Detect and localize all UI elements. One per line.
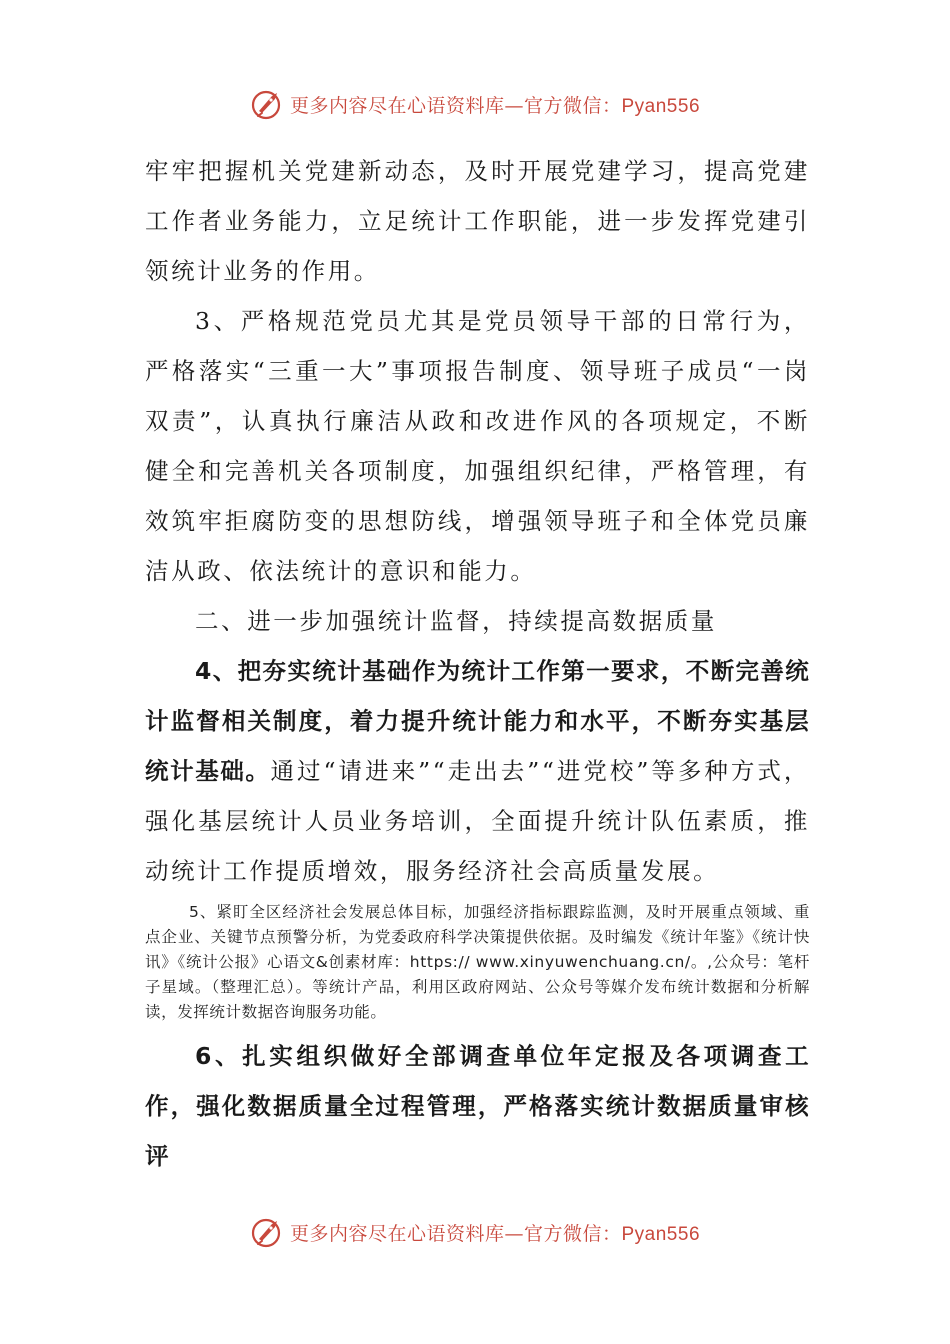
paragraph-item-5: 5、紧盯全区经济社会发展总体目标，加强经济指标跟踪监测，及时开展重点领域、重点企业、关键节点预警分析，为党委政府科学决策提供依据。及时编发《统计年鉴》《统计快讯》《统计公报》心语文&创素材库：https:// www.xinyuwenchuang.cn/。,公众号：笔杆子星域。（整理汇总）。等统计产品，利用区政府网站、公众号等媒介发布统计数据和分析解读，发挥统计数据咨询服务功能。	[145, 903, 810, 1021]
paragraph-item-4-rest: 通过“请进来”“走出去”“进党校”等多种方式，强化基层统计人员业务培训，全面提升统计队伍素质，推动统计工作提质增效，服务经济社会高质量发展。	[145, 757, 811, 885]
footer-banner	[0, 1212, 950, 1252]
footer-banner-wechat-id: Pyan556	[621, 1223, 701, 1245]
pen-nib-circle-icon	[250, 1214, 286, 1250]
footer-banner-text	[290, 1219, 700, 1246]
document-body	[145, 146, 810, 1181]
paragraph-item-3: 3、严格规范党员尤其是党员领导干部的日常行为，严格落实“三重一大”事项报告制度、领导班子成员“一岗双责”，认真执行廉洁从政和改进作风的各项规定，不断健全和完善机关各项制度，加强组织纪律，严格管理，有效筑牢拒腐防变的思想防线，增强领导班子和全体党员廉洁从政、依法统计的意识和能力。	[145, 307, 810, 585]
header-banner	[0, 84, 950, 124]
section-heading-2: 二、进一步加强统计监督，持续提高数据质量	[195, 607, 717, 635]
paragraph-continuation: 牢牢把握机关党建新动态，及时开展党建学习，提高党建工作者业务能力，立足统计工作职能，进一步发挥党建引领统计业务的作用。	[145, 157, 810, 285]
footer-banner-text-main: 更多内容尽在心语资料库—官方微信：	[289, 1222, 622, 1245]
banner-text-main: 更多内容尽在心语资料库—官方微信：	[289, 94, 622, 117]
paragraph-item-6: 6、扎实组织做好全部调查单位年定报及各项调查工作，强化数据质量全过程管理，严格落实统计数据质量审核评	[145, 1042, 810, 1170]
paragraph-item-4	[145, 646, 810, 896]
pen-nib-circle-icon	[250, 86, 286, 122]
paragraph-item-4-bold: 4、把夯实统计基础作为统计工作第一要求，不断完善统计监督相关制度，着力提升统计能力和水平，不断夯实基层统计基础。	[145, 657, 810, 785]
banner-wechat-id: Pyan556	[621, 95, 701, 117]
banner-text	[290, 91, 700, 118]
